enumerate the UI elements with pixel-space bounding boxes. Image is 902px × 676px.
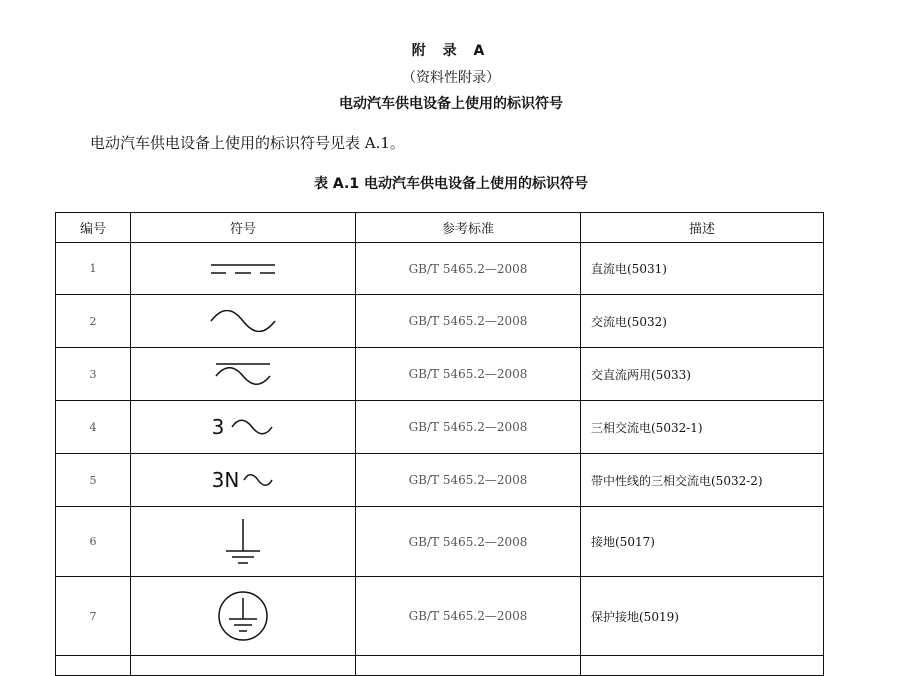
table-header-row — [56, 213, 824, 243]
three-phase-label: 3 — [211, 415, 225, 439]
row-description: 交直流两用(5033) — [581, 348, 824, 401]
table-row — [56, 348, 824, 401]
three-phase-neutral-icon — [242, 472, 274, 488]
row-standard: GB/T 5465.2—2008 — [356, 454, 581, 507]
table-row — [56, 507, 824, 577]
three-phase-neutral-label: 3N — [211, 468, 240, 492]
row-standard: GB/T 5465.2—2008 — [356, 295, 581, 348]
ac-dc-icon — [213, 361, 273, 387]
symbol-cell — [131, 348, 356, 401]
symbol-cell — [131, 295, 356, 348]
protective-ground-icon — [216, 589, 270, 643]
table-row — [56, 295, 824, 348]
dc-icon — [208, 262, 278, 276]
symbol-cell — [131, 577, 356, 656]
row-standard: GB/T 5465.2—2008 — [356, 577, 581, 656]
symbols-table — [55, 212, 824, 676]
symbol-cell — [131, 243, 356, 295]
table-row — [56, 243, 824, 295]
row-number: 7 — [56, 577, 131, 656]
table-row — [56, 401, 824, 454]
row-number: 4 — [56, 401, 131, 454]
row-number: 1 — [56, 243, 131, 295]
symbol-cell — [131, 401, 356, 454]
table-row — [56, 577, 824, 656]
symbol-cell — [131, 454, 356, 507]
table-row — [56, 454, 824, 507]
row-standard: GB/T 5465.2—2008 — [356, 507, 581, 577]
row-standard: GB/T 5465.2—2008 — [356, 243, 581, 295]
row-description: 带中性线的三相交流电(5032-2) — [581, 454, 824, 507]
row-description: 接地(5017) — [581, 507, 824, 577]
intro-paragraph: 电动汽车供电设备上使用的标识符号见表 A.1。 — [90, 134, 405, 152]
row-description: 直流电(5031) — [581, 243, 824, 295]
table-caption: 表 A.1 电动汽车供电设备上使用的标识符号 — [314, 176, 588, 192]
appendix-heading: 附 录 A — [411, 43, 491, 59]
row-standard: GB/T 5465.2—2008 — [356, 348, 581, 401]
row-standard: GB/T 5465.2—2008 — [356, 401, 581, 454]
three-phase-icon — [230, 418, 274, 436]
appendix-type: （资料性附录） — [402, 70, 500, 86]
symbol-cell — [131, 507, 356, 577]
header-symbol: 符号 — [131, 213, 356, 243]
appendix-title: 电动汽车供电设备上使用的标识符号 — [339, 96, 563, 112]
row-number: 2 — [56, 295, 131, 348]
row-description: 交流电(5032) — [581, 295, 824, 348]
row-description: 三相交流电(5032-1) — [581, 401, 824, 454]
row-description: 保护接地(5019) — [581, 577, 824, 656]
ground-icon — [223, 517, 263, 567]
header-standard: 参考标准 — [356, 213, 581, 243]
row-number: 3 — [56, 348, 131, 401]
row-number: 6 — [56, 507, 131, 577]
header-description: 描述 — [581, 213, 824, 243]
row-number: 5 — [56, 454, 131, 507]
header-number: 编号 — [56, 213, 131, 243]
ac-icon — [208, 310, 278, 332]
